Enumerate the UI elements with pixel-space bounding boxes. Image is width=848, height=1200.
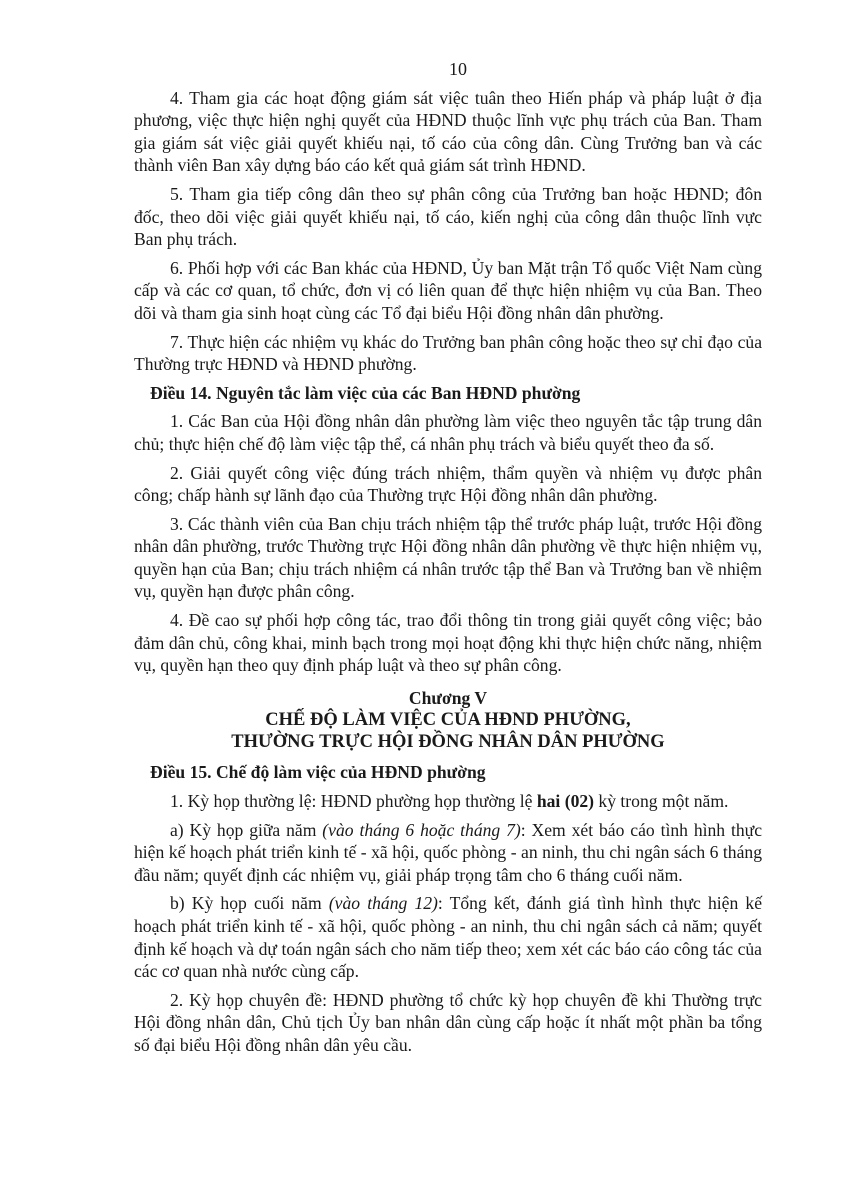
chapter-label: Chương V — [408, 687, 488, 708]
article-14-heading: Điều 14. Nguyên tắc làm việc của các Ban HĐND phường — [150, 382, 581, 403]
paragraph-item-5: 5. Tham gia tiếp công dân theo sự phân công của Trưởng ban hoặc HĐND; đôn đốc, theo dõi việc giải quyết khiếu nại, tố cáo, kiến nghị của công dân thuộc lĩnh vực Ban phụ trách. — [134, 183, 762, 250]
point-a-text: : Xem xét báo cáo tình hình thực hiện kế hoạch phát triển kinh tế - xã hội, quốc phòng - an ninh, thu chi ngân sách 6 tháng đầu năm; quyết định các nhiệm vụ, giải pháp trọng tâm cho 6 tháng cuối năm. — [134, 819, 763, 885]
chapter-title-line-1: CHẾ ĐỘ LÀM VIỆC CỦA HĐND PHƯỜNG, — [265, 710, 631, 731]
point-a-label: a) Kỳ họp giữa năm — [170, 819, 323, 840]
paragraph-item-4: 4. Tham gia các hoạt động giám sát việc tuân theo Hiến pháp và pháp luật ở địa phương, việc thực hiện nghị quyết của HĐND thuộc lĩnh vực phụ trách của Ban. Tham gia giám sát việc giải quyết khiếu nại, tố cáo của công dân. Cùng Trưởng ban và các thành viên Ban xây dựng báo cáo kết quả giám sát trình HĐND. — [134, 87, 762, 176]
article-14-clause-1: 1. Các Ban của Hội đồng nhân dân phường làm việc theo nguyên tắc tập trung dân chủ; thực hiện chế độ làm việc tập thể, cá nhân phụ trách và biểu quyết theo đa số. — [134, 411, 762, 454]
article-15-clause-2: 2. Kỳ họp chuyên đề: HĐND phường tổ chức kỳ họp chuyên đề khi Thường trực Hội đồng nhân dân, Chủ tịch Ủy ban nhân dân cùng cấp hoặc ít nhất một phần ba tổng số đại biểu Hội đồng nhân dân yêu cầu. — [134, 989, 762, 1055]
article-14-clause-3: 3. Các thành viên của Ban chịu trách nhiệm tập thể trước pháp luật, trước Hội đồng nhân dân phường, trước Thường trực Hội đồng nhân dân phường về thực hiện nhiệm vụ, quyền hạn của Ban; chịu trách nhiệm cá nhân trước tập thể Ban và Trưởng ban về nhiệm vụ, quyền hạn được phân công. — [134, 513, 762, 602]
point-b-label: b) Kỳ họp cuối năm — [170, 893, 329, 914]
paragraph-item-6: 6. Phối hợp với các Ban khác của HĐND, Ủy ban Mặt trận Tổ quốc Việt Nam cùng cấp và các cơ quan, tổ chức, đơn vị có liên quan để thực hiện nhiệm vụ của Ban. Theo dõi và tham gia sinh hoạt cùng các Tổ đại biểu Hội đồng nhân dân phường. — [134, 257, 762, 323]
meeting-count: hai (02) — [536, 791, 595, 812]
clause-1-text-end: kỳ trong một năm. — [594, 791, 729, 812]
article-14-clause-4: 4. Đề cao sự phối hợp công tác, trao đổi thông tin trong giải quyết công việc; bảo đảm dân chủ, công khai, minh bạch trong mọi hoạt động khi thực hiện chức năng, nhiệm vụ, quyền hạn theo quy định pháp luật và theo sự phân công. — [134, 610, 762, 676]
article-15-point-b — [134, 892, 762, 982]
chapter-title-line-2: THƯỜNG TRỰC HỘI ĐỒNG NHÂN DÂN PHƯỜNG — [231, 732, 665, 753]
article-15-clause-1 — [134, 790, 762, 813]
article-14-clause-2: 2. Giải quyết công việc đúng trách nhiệm, thẩm quyền và nhiệm vụ được phân công; chấp hành sự lãnh đạo của Thường trực Hội đồng nhân dân phường. — [134, 462, 762, 506]
page-number: 10 — [449, 59, 467, 79]
point-b-text: : Tổng kết, đánh giá tình hình thực hiện kế hoạch phát triển kinh tế - xã hội, quốc phòng - an ninh, thu chi ngân sách cả năm; quyết định kế hoạch và dự toán ngân sách cho năm tiếp theo; xem xét các báo cáo công tác của các cơ quan nhà nước cùng cấp. — [134, 893, 763, 982]
paragraph-item-7: 7. Thực hiện các nhiệm vụ khác do Trưởng ban phân công hoặc theo sự chỉ đạo của Thường trực HĐND và HĐND phường. — [134, 331, 762, 375]
clause-1-text: 1. Kỳ họp thường lệ: HĐND phường họp thường lệ — [170, 791, 537, 812]
point-b-timing: (vào tháng 12) — [328, 893, 438, 914]
article-15-heading: Điều 15. Chế độ làm việc của HĐND phường — [150, 762, 486, 783]
point-a-timing: (vào tháng 6 hoặc tháng 7) — [322, 819, 521, 840]
article-15-point-a — [134, 819, 762, 887]
